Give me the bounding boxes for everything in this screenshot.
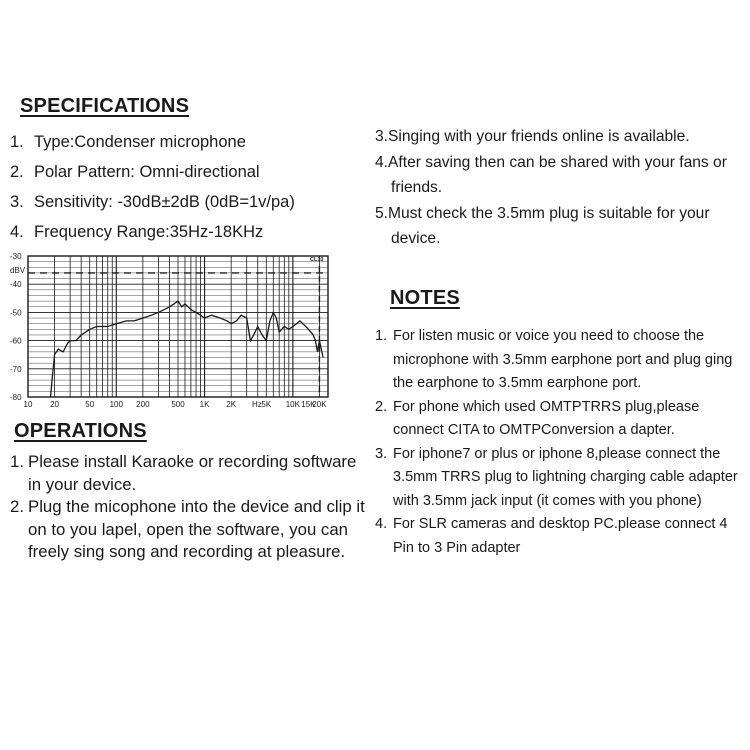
spec-item xyxy=(10,157,360,187)
x-tick-labels xyxy=(24,400,328,409)
x-tick-label: 10 xyxy=(23,400,33,409)
notes-item xyxy=(375,443,745,514)
x-unit-label: Hz xyxy=(252,400,262,409)
list-number: 2. xyxy=(10,497,24,516)
specifications-heading: SPECIFICATIONS xyxy=(20,95,190,117)
list-number: 1. xyxy=(375,328,388,344)
spec-text: Type:Condenser microphone xyxy=(34,133,246,151)
y-tick-label: -30 xyxy=(10,252,22,261)
notes-list xyxy=(375,325,745,560)
list-number: 3. xyxy=(375,445,388,462)
list-number: 1. xyxy=(10,133,24,151)
operations-list xyxy=(10,451,365,564)
operations-text: Plug the micophone into the device and clip it on to you lapel, open the software, you can freely sing song and recording at pleasure. xyxy=(28,497,365,561)
notes-text: For listen music or voice you need to choose the microphone with 3.5mm earphone port and plug ging the earphone to 3.5mm earphone port. xyxy=(393,328,733,391)
x-tick-label: 500 xyxy=(171,400,185,409)
corner-label: CL10 xyxy=(310,257,324,263)
operations-heading: OPERATIONS xyxy=(14,420,147,442)
x-tick-label: 50 xyxy=(85,400,95,409)
notes-item xyxy=(375,513,745,560)
y-tick-label: -40 xyxy=(10,280,22,290)
x-tick-label: 10K xyxy=(285,400,300,409)
operations-continued-list xyxy=(375,124,745,252)
operations-item: 3.Singing with your friends online is available. xyxy=(375,128,690,145)
notes-text: For phone which used OMTPTRRS plug,please connect CITA to OMTPConversion a dapter. xyxy=(393,398,700,438)
list-number: 4. xyxy=(375,516,388,532)
y-tick-label: -80 xyxy=(10,393,22,402)
y-tick-label: -60 xyxy=(10,336,22,346)
spec-item xyxy=(10,127,360,157)
frequency-response-chart xyxy=(6,250,346,415)
notes-item xyxy=(375,396,745,443)
x-tick-label: 200 xyxy=(136,400,150,409)
operations-item xyxy=(10,496,365,564)
list-number: 4. xyxy=(10,223,24,241)
spec-text: Polar Pattern: Omni-directional xyxy=(34,163,260,181)
spec-item xyxy=(10,187,360,217)
chart-grid xyxy=(28,256,328,397)
y-axis-label: dBV xyxy=(10,266,26,275)
x-tick-label: 100 xyxy=(109,400,123,409)
notes-text: For SLR cameras and desktop PC.please connect 4 Pin to 3 Pin adapter xyxy=(393,516,728,556)
x-tick-label: 5K xyxy=(261,400,272,409)
list-number: 2. xyxy=(10,163,24,181)
operations-item: 4.After saving then can be shared with your fans or friends. xyxy=(375,153,727,196)
x-tick-label: 2K xyxy=(226,400,237,409)
x-tick-label: 1K xyxy=(199,400,210,409)
x-tick-label: 20 xyxy=(50,400,60,409)
list-number: 2. xyxy=(375,398,388,415)
spec-item xyxy=(10,217,360,247)
y-tick-label: -50 xyxy=(10,308,22,318)
response-curve xyxy=(51,301,324,397)
list-number: 1. xyxy=(10,452,24,471)
notes-heading: NOTES xyxy=(390,287,460,309)
x-tick-label: 15K xyxy=(301,400,316,409)
notes-item xyxy=(375,325,745,396)
specifications-list xyxy=(10,127,360,247)
notes-text: For iphone7 or plus or iphone 8,please connect the 3.5mm TRRS plug to lightning charging cable adapter with 3.5mm jack input (it comes with you phone) xyxy=(393,445,738,509)
spec-text: Sensitivity: -30dB±2dB (0dB=1v/pa) xyxy=(34,193,295,211)
operations-text: Please install Karaoke or recording software in your device. xyxy=(28,452,357,494)
x-tick-label: 20K xyxy=(312,400,327,409)
list-number: 3. xyxy=(10,193,24,211)
operations-item: 5.Must check the 3.5mm plug is suitable for your device. xyxy=(375,204,710,247)
spec-text: Frequency Range:35Hz-18KHz xyxy=(34,223,264,241)
y-tick-label: -70 xyxy=(10,364,22,374)
operations-item xyxy=(10,451,365,496)
